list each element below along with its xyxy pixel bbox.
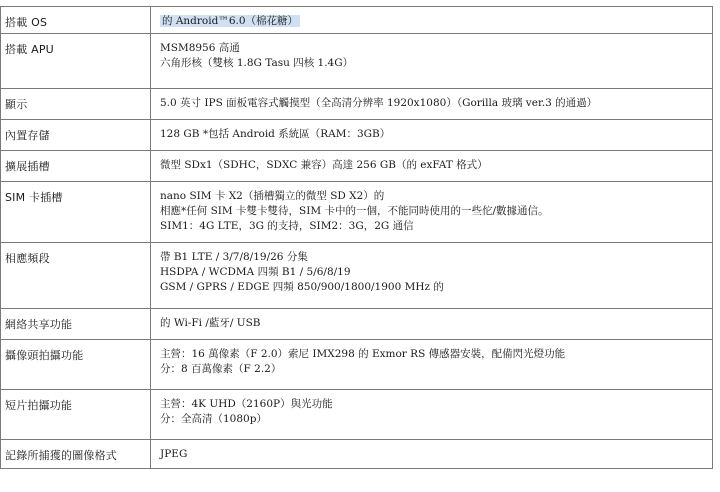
spec-row	[1, 151, 713, 182]
spec-value	[151, 182, 713, 243]
spec-value-line: 微型 SDx1（SDHC，SDXC 兼容）高達 256 GB（的 exFAT 格式）	[160, 159, 488, 171]
spec-value-line: SIM1：4G LTE，3G 的支持，SIM2：3G，2G 通信	[160, 220, 414, 232]
spec-label: SIM 卡插槽	[1, 182, 151, 243]
spec-value-line: GSM / GPRS / EDGE 四頻 850/900/1800/1900 MHz 的	[160, 281, 444, 293]
spec-row	[1, 182, 713, 243]
spec-value	[151, 34, 713, 89]
spec-row	[1, 120, 713, 151]
spec-value-line: 六角形核（雙核 1.8G Tasu 四核 1.4G）	[160, 57, 354, 69]
spec-value	[151, 340, 713, 390]
spec-label: 網絡共享功能	[1, 309, 151, 340]
spec-value-line: 的 Wi-Fi /藍牙/ USB	[160, 317, 261, 329]
spec-label: 搭載 OS	[1, 7, 151, 34]
spec-row	[1, 340, 713, 390]
spec-value-line	[160, 12, 712, 31]
spec-value-line: 主營：16 萬像素（F 2.0）索尼 IMX298 的 Exmor RS 傳感器安裝，配備閃光燈功能	[160, 348, 566, 360]
spec-label: 攝像頭拍攝功能	[1, 340, 151, 390]
spec-row	[1, 309, 713, 340]
spec-value-line: HSDPA / WCDMA 四頻 B1 / 5/6/8/19	[160, 266, 351, 278]
spec-label: 相應頻段	[1, 243, 151, 309]
spec-label: 顯示	[1, 89, 151, 120]
spec-label: 擴展插槽	[1, 151, 151, 182]
spec-value-line: 128 GB *包括 Android 系統區（RAM：3GB）	[160, 128, 391, 140]
spec-row	[1, 34, 713, 89]
spec-label: 記錄所捕獲的圖像格式	[1, 440, 151, 469]
spec-value-line: 主營：4K UHD（2160P）與光功能	[160, 398, 333, 410]
spec-value	[151, 309, 713, 340]
spec-value	[151, 7, 713, 34]
spec-row	[1, 7, 713, 34]
spec-value-line: MSM8956 高通	[160, 42, 240, 54]
spec-row	[1, 89, 713, 120]
spec-value-line: 相應*任何 SIM 卡雙卡雙待，SIM 卡中的一個，不能同時使用的一些佗/數據通信。	[160, 205, 549, 217]
spec-table-body	[1, 7, 713, 469]
spec-value-line: 分：8 百萬像素（F 2.2）	[160, 363, 282, 375]
spec-row	[1, 390, 713, 440]
spec-label: 短片拍攝功能	[1, 390, 151, 440]
spec-value-line: 分：全高清（1080p）	[160, 413, 267, 425]
spec-value	[151, 89, 713, 120]
spec-value-line: 帶 B1 LTE / 3/7/8/19/26 分集	[160, 251, 308, 263]
spec-value	[151, 440, 713, 469]
spec-label: 內置存儲	[1, 120, 151, 151]
spec-value-line: 5.0 英寸 IPS 面板電容式觸摸型（全高清分辨率 1920x1080）（Gorilla 玻璃 ver.3 的通過）	[160, 97, 598, 109]
spec-value-line: JPEG	[160, 448, 188, 460]
spec-value	[151, 243, 713, 309]
selected-text-highlight[interactable]: 的 Android™6.0（棉花糖）	[162, 15, 299, 27]
spec-table	[0, 6, 713, 469]
spec-value	[151, 120, 713, 151]
spec-row	[1, 243, 713, 309]
spec-row	[1, 440, 713, 469]
spec-value	[151, 151, 713, 182]
spec-label: 搭載 APU	[1, 34, 151, 89]
spec-value	[151, 390, 713, 440]
spec-value-line: nano SIM 卡 X2（插槽獨立的微型 SD X2）的	[160, 190, 385, 202]
